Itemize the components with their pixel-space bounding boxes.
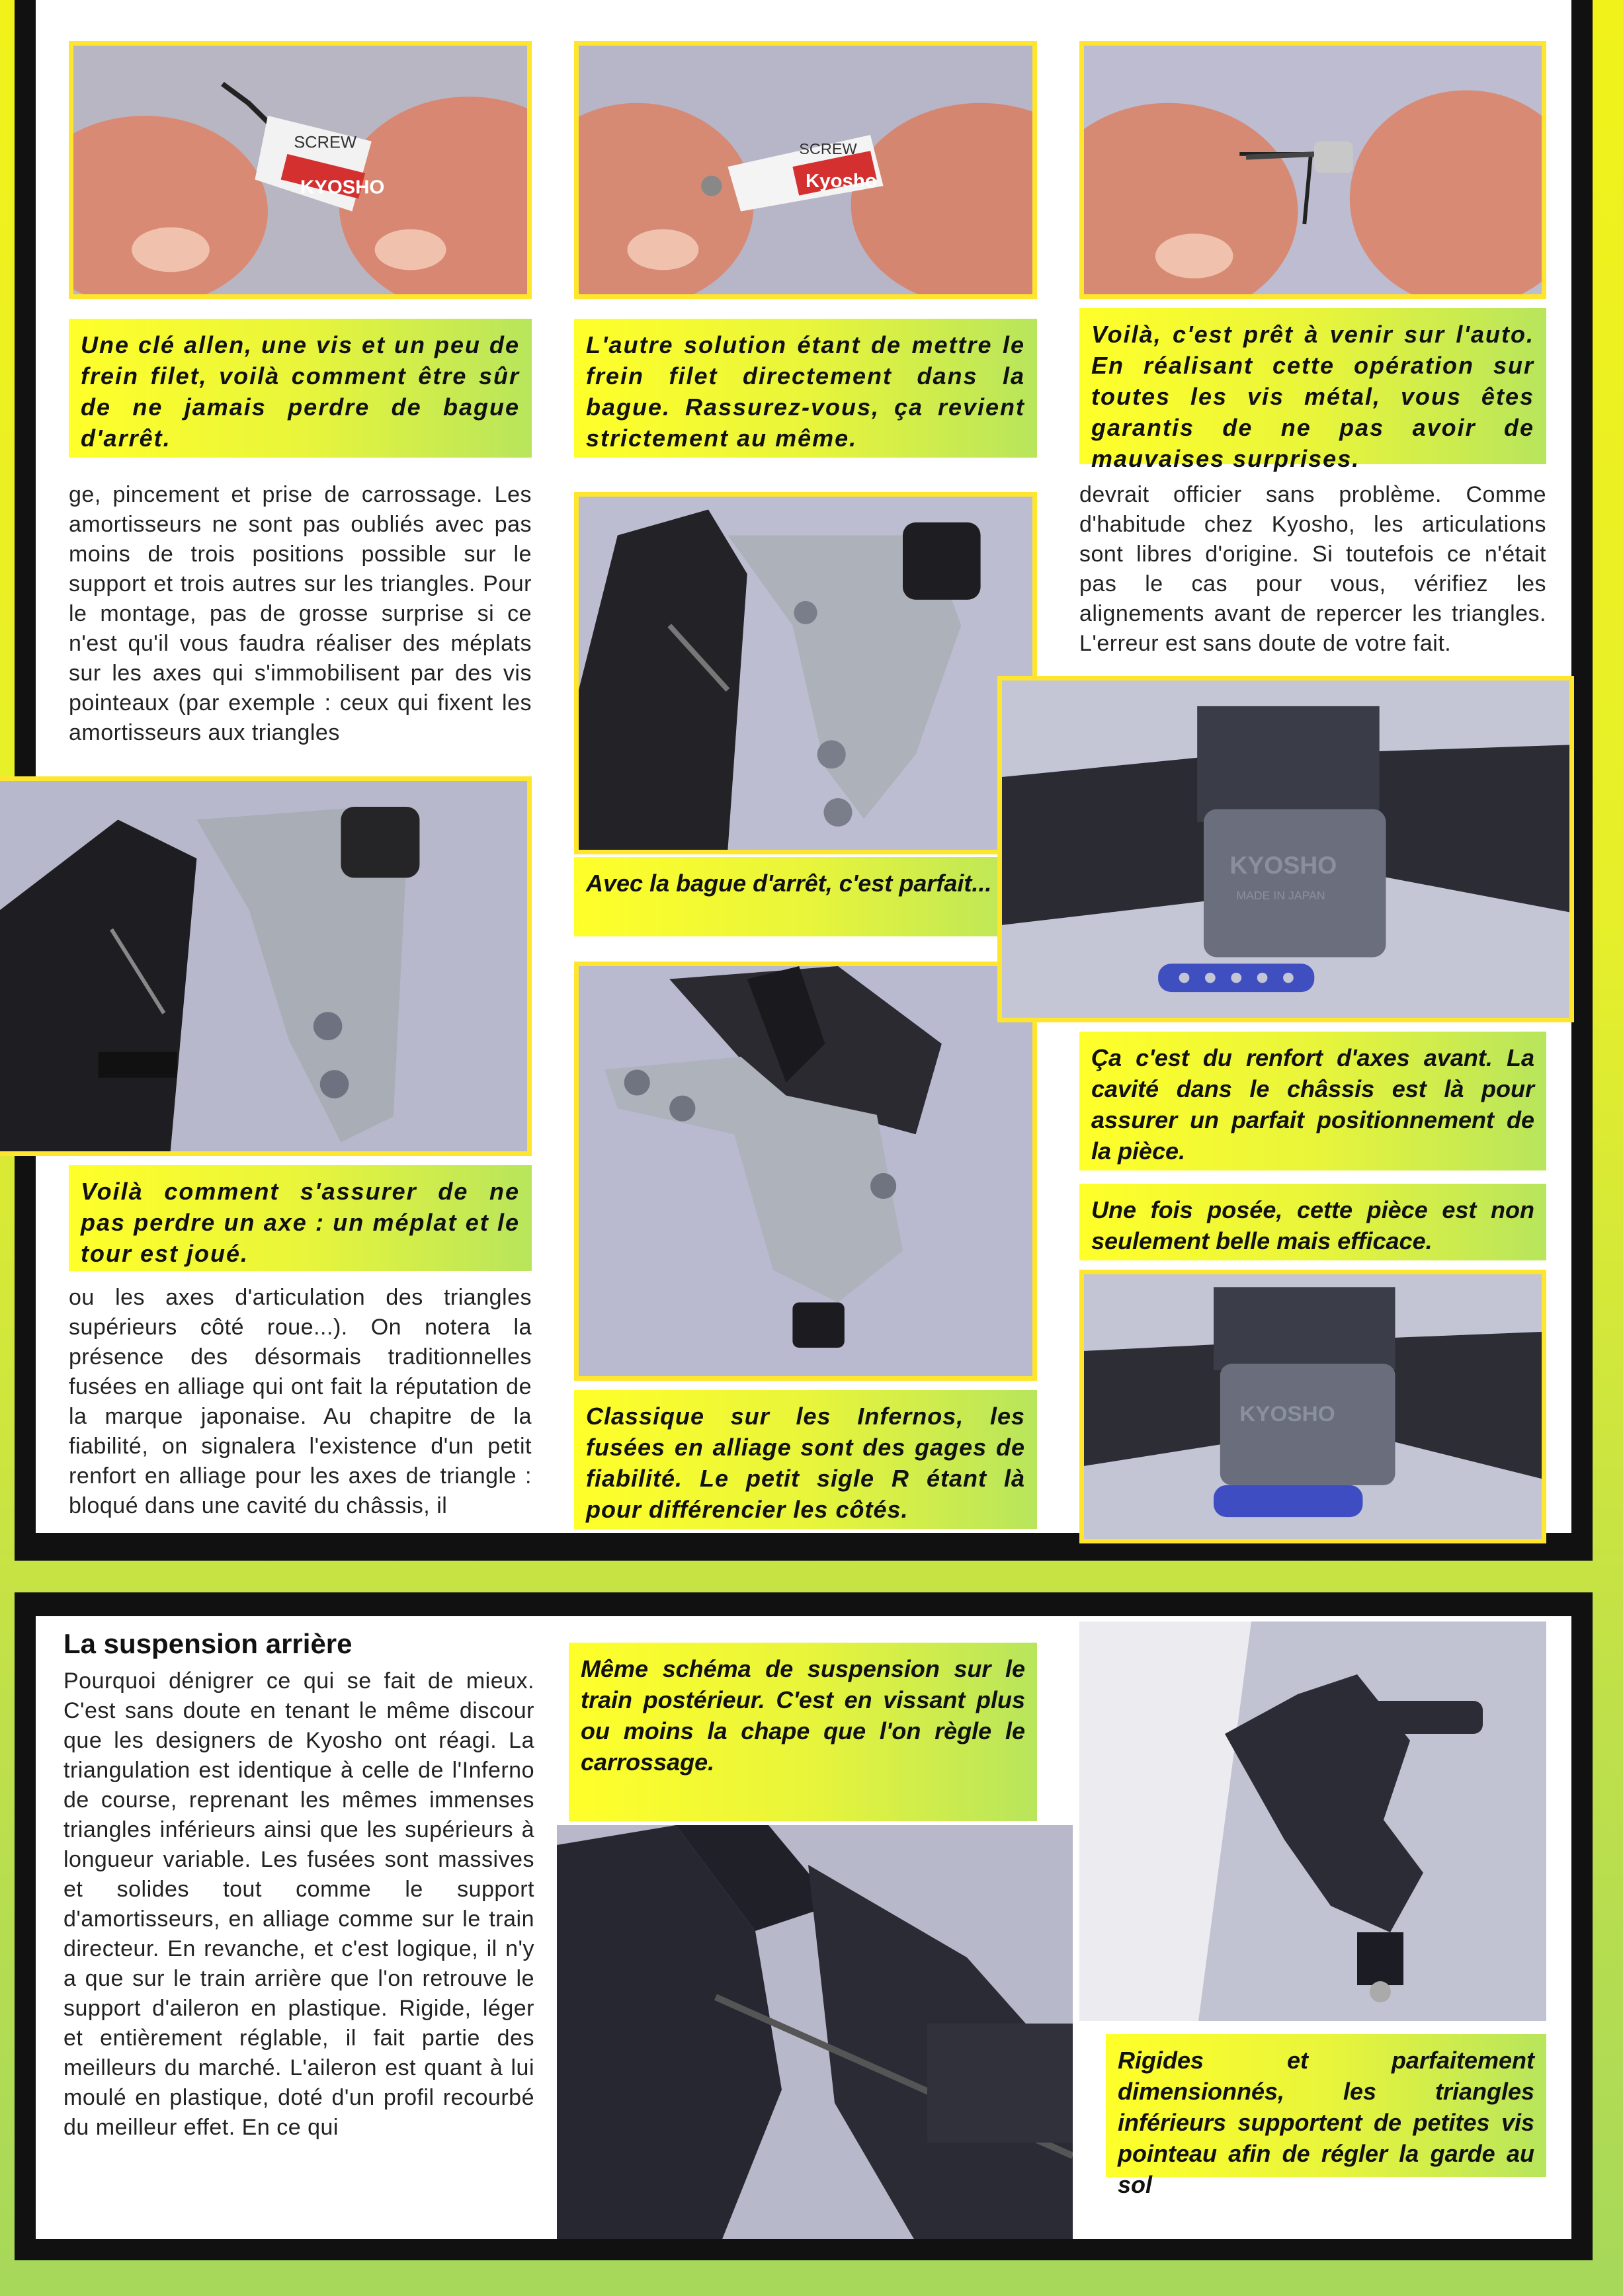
photo-alloy-hubs [574,962,1037,1381]
svg-text:KYOSHO: KYOSHO [1239,1402,1335,1427]
photo-screw-ready [1079,41,1546,299]
photo-threadlock-in-ring [574,41,1037,299]
svg-text:SCREW: SCREW [799,140,857,157]
photo-allen-key-tube [69,41,532,299]
svg-text:KYOSHO: KYOSHO [300,177,385,198]
caption-stop-ring: Avec la bague d'arrêt, c'est parfait... [574,857,1037,936]
svg-text:Kyosho: Kyosho [806,171,877,192]
photo-flat-axle [0,776,532,1156]
photo-brace-installed [1079,1270,1546,1543]
caption-rear-suspension: Même schéma de suspension sur le train postérieur. C'est en vissant plus ou moins la chape que l'on règle le carrossage. [569,1643,1037,1821]
caption-lower-arms: Rigides et parfaitement dimensionnés, les triangles inférieurs supportent de petites vis pointeau afin de régler la garde au sol [1106,2034,1546,2177]
caption-allen-key: Une clé allen, une vis et un peu de frein filet, voilà comment être sûr de ne jamais perdre de bague d'arrêt. [69,319,532,458]
svg-text:KYOSHO: KYOSHO [1229,851,1337,879]
caption-front-brace: Ça c'est du renfort d'axes avant. La cavité dans le châssis est là pour assurer un parfait positionnement de la pièce. [1079,1032,1546,1170]
caption-ready: Voilà, c'est prêt à venir sur l'auto. En réalisant cette opération sur toutes les vis métal, vous êtes garantis de ne pas avoir de mauvaises surprises. [1079,308,1546,464]
svg-text:MADE IN JAPAN: MADE IN JAPAN [1236,889,1325,902]
caption-threadlock: L'autre solution étant de mettre le frein filet directement dans la bague. Rassurez-vous, ça revient strictement au même. [574,319,1037,458]
caption-brace-installed: Une fois posée, cette pièce est non seulement belle mais efficace. [1079,1184,1546,1260]
photo-lower-arms [1079,1621,1546,2021]
body-paragraph-3: devrait officier sans problème. Comme d'habitude chez Kyosho, les articulations sont libres d'origine. Si toutefois ce n'était pas le cas pour vous, vérifiez les alignements avant de repercer les triangles. L'erreur est sans doute de votre fait. [1079,482,1546,656]
section-heading: La suspension arrière [63,1628,353,1659]
caption-alloy-hubs: Classique sur les Infernos, les fusées en alliage sont des gages de fiabilité. Le petit sigle R étant là pour différencier les côtés. [574,1390,1037,1529]
caption-flat-axle: Voilà comment s'assurer de ne pas perdre un axe : un méplat et le tour est joué. [69,1165,532,1271]
svg-text:SCREW: SCREW [294,133,357,152]
photo-front-axle-brace [997,676,1574,1022]
photo-stop-ring [574,492,1037,854]
body-paragraph-2: ou les axes d'articulation des triangles supérieurs côté roue...). On notera la présence des désormais traditionnelles fusées en alliage qui ont fait la réputation de la marque japonaise. Au chapitre de la fiabilité, on signalera l'existence d'un petit renfort en alliage pour les axes de triangle : bloqué dans une cavité du châssis, il [69,1285,532,1518]
photo-rear-suspension [557,1825,1073,2239]
body-paragraph-4: Pourquoi dénigrer ce qui se fait de mieux. C'est sans doute en tenant le même discour que les designers de Kyosho ont réagi. La triangulation est identique à celle de l'Inferno de course, reprenant les mêmes immenses triangles inférieurs ainsi que les supérieurs à longueur variable. Les fusées sont massives et solides tout comme le support d'amortisseurs, en alliage comme sur le train directeur. En revanche, et c'est logique, il n'y a que sur le train arrière que l'on retrouve le support d'aileron en plastique. Rigide, léger et entièrement réglable, il fait partie des meilleurs du marché. L'aileron est quant à lui moulé en plastique, doté d'un profil recourbé du meilleur effet. En ce qui [63,1668,534,2140]
body-paragraph-1: ge, pincement et prise de carrossage. Les amortisseurs ne sont pas oubliés avec pas moins de trois positions possible sur le support et trois autres sur les triangles. Pour le montage, pas de grosse surprise si ce n'est qu'il vous faudra réaliser des méplats sur les axes qui s'immobilisent par des vis pointeaux (par exemple : ceux qui fixent les amortisseurs aux triangles [69,482,532,745]
